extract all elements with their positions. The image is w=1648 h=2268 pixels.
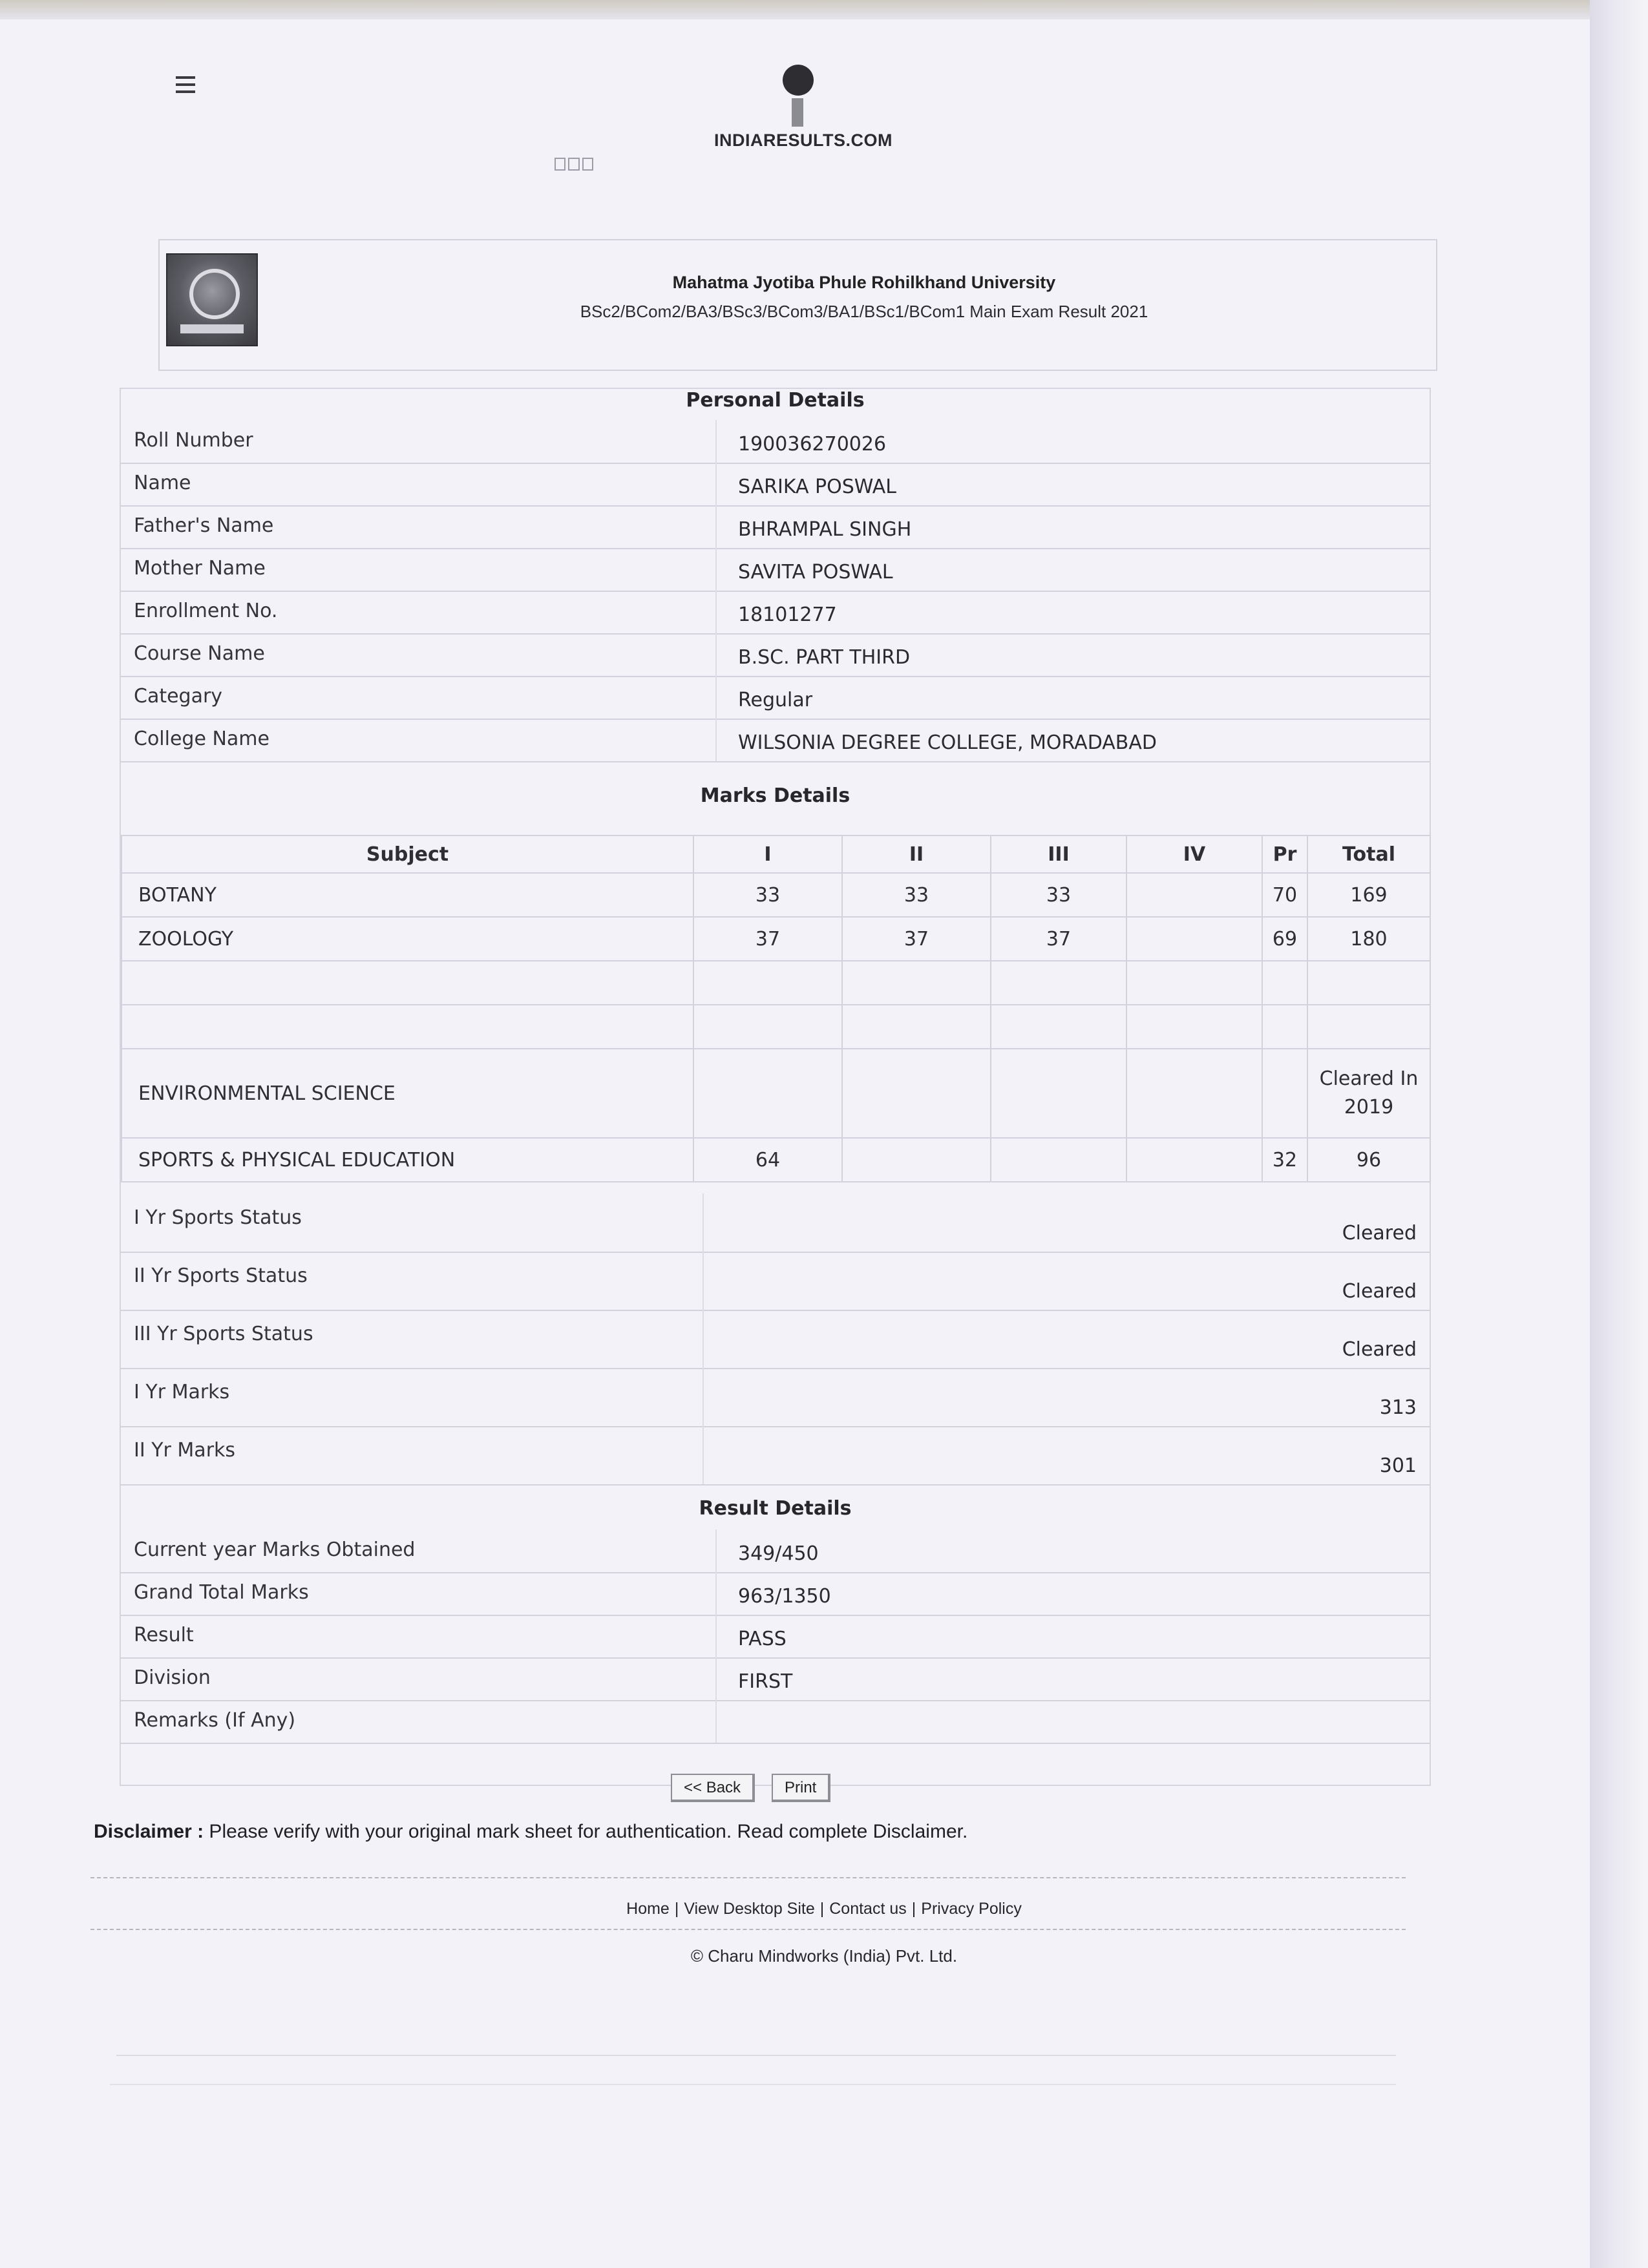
status-row-label: II Yr Sports Status [134, 1265, 308, 1287]
table-row [121, 873, 1430, 917]
disclaimer [94, 1821, 1451, 1843]
university-emblem-icon [166, 253, 258, 346]
result-row-label: Remarks (If Any) [134, 1709, 296, 1732]
subject-cell: BOTANY [121, 873, 693, 917]
result-details-title: Result Details [699, 1497, 852, 1520]
subject-cell [121, 1005, 693, 1049]
mark-cell [842, 1138, 991, 1182]
personal-row-value: SAVITA POSWAL [738, 561, 893, 583]
table-row [121, 1138, 1430, 1182]
column-divider [703, 1368, 704, 1426]
column-divider [715, 591, 717, 633]
personal-row-label: Name [134, 472, 191, 494]
personal-row [121, 633, 1430, 677]
status-row [121, 1252, 1430, 1311]
mark-cell [842, 961, 991, 1005]
mark-cell [991, 961, 1126, 1005]
total-cell [1307, 961, 1430, 1005]
header-total: Total [1307, 835, 1430, 873]
mark-cell: 32 [1262, 1138, 1307, 1182]
mark-cell: 70 [1262, 873, 1307, 917]
status-row-label: II Yr Marks [134, 1439, 236, 1462]
status-row [121, 1426, 1430, 1486]
subject-cell: ZOOLOGY [121, 917, 693, 961]
status-row-value: Cleared [1342, 1280, 1417, 1303]
result-row [121, 1700, 1430, 1744]
print-button[interactable]: Print [772, 1774, 830, 1802]
status-row [121, 1193, 1430, 1253]
divider [90, 1929, 1406, 1930]
personal-row-value: Regular [738, 689, 813, 711]
footer-link-desktop[interactable]: View Desktop Site [684, 1900, 815, 1918]
column-divider [715, 463, 717, 505]
personal-row-label: Course Name [134, 642, 265, 665]
back-button[interactable]: << Back [671, 1774, 755, 1802]
mark-cell [1262, 1005, 1307, 1049]
column-divider [715, 1529, 717, 1572]
result-row-label: Current year Marks Obtained [134, 1538, 416, 1561]
site-logo-text: INDIARESULTS.COM [714, 131, 893, 150]
exam-title: BSc2/BCom2/BA3/BSc3/BCom3/BA1/BSc1/BCom1 Main Exam Result 2021 [580, 302, 1148, 321]
mark-cell [1262, 1049, 1307, 1138]
status-row [121, 1310, 1430, 1369]
personal-row [121, 548, 1430, 592]
personal-row-label: Roll Number [134, 429, 253, 452]
table-row [121, 1049, 1430, 1138]
footer-links [0, 1900, 1648, 1918]
status-row-value: 301 [1379, 1454, 1417, 1477]
column-divider [715, 1572, 717, 1615]
header-iv: IV [1126, 835, 1262, 873]
university-header [158, 239, 1437, 371]
marks-details-title: Marks Details [700, 784, 850, 807]
column-divider [715, 505, 717, 548]
personal-row-value: 18101277 [738, 604, 837, 626]
column-divider [715, 1615, 717, 1657]
personal-row-label: Categary [134, 685, 223, 708]
mark-cell [1126, 1005, 1262, 1049]
result-row-label: Division [134, 1666, 211, 1689]
personal-row-value: BHRAMPAL SINGH [738, 518, 912, 541]
disclaimer-label: Disclaimer : [94, 1821, 204, 1842]
personal-row-value: SARIKA POSWAL [738, 476, 897, 498]
university-name: Mahatma Jyotiba Phule Rohilkhand University [672, 273, 1056, 292]
result-row-label: Grand Total Marks [134, 1581, 309, 1604]
status-row [121, 1368, 1430, 1427]
mark-cell [1126, 961, 1262, 1005]
table-row [121, 917, 1430, 961]
mark-cell: 37 [991, 917, 1126, 961]
copyright: © Charu Mindworks (India) Pvt. Ltd. [690, 1946, 958, 1966]
divider [90, 1877, 1406, 1878]
result-row-value: 963/1350 [738, 1585, 831, 1608]
personal-row-label: Mother Name [134, 557, 266, 580]
mark-cell [842, 1005, 991, 1049]
status-row-value: Cleared [1342, 1338, 1417, 1361]
column-divider [715, 1657, 717, 1700]
result-row [121, 1572, 1430, 1616]
personal-row-label: Father's Name [134, 514, 274, 537]
footer-link-home[interactable]: Home [626, 1900, 670, 1918]
personal-row-label: College Name [134, 728, 269, 750]
result-row [121, 1657, 1430, 1701]
total-cell: 180 [1307, 917, 1430, 961]
header-ii: II [842, 835, 991, 873]
personal-row [121, 420, 1430, 464]
mark-cell: 33 [693, 873, 842, 917]
mark-cell [991, 1049, 1126, 1138]
footer-separator: | [819, 1900, 825, 1918]
result-row [121, 1615, 1430, 1659]
subject-cell [121, 961, 693, 1005]
mark-cell [1126, 1049, 1262, 1138]
mark-cell: 37 [842, 917, 991, 961]
mark-cell [1126, 873, 1262, 917]
column-divider [703, 1252, 704, 1310]
total-cell [1307, 1005, 1430, 1049]
header-subject: Subject [121, 835, 693, 873]
table-row [121, 961, 1430, 1005]
personal-row [121, 463, 1430, 507]
mark-cell: 33 [991, 873, 1126, 917]
scan-top-edge [0, 0, 1648, 19]
result-row-value: FIRST [738, 1670, 793, 1693]
mark-cell [842, 1049, 991, 1138]
footer-separator: | [674, 1900, 679, 1918]
column-divider [715, 1700, 717, 1743]
footer-separator: | [911, 1900, 916, 1918]
mark-cell: 37 [693, 917, 842, 961]
table-row [121, 1005, 1430, 1049]
column-divider [715, 719, 717, 761]
subject-cell: SPORTS & PHYSICAL EDUCATION [121, 1138, 693, 1182]
column-divider [715, 633, 717, 676]
mark-cell [693, 1049, 842, 1138]
total-cell: 169 [1307, 873, 1430, 917]
mark-cell [693, 961, 842, 1005]
mark-cell [1126, 917, 1262, 961]
marks-header-row [121, 835, 1430, 873]
status-row-value: Cleared [1342, 1222, 1417, 1244]
personal-row-value: 190036270026 [738, 433, 887, 456]
personal-row-label: Enrollment No. [134, 600, 278, 622]
status-row-value: 313 [1379, 1396, 1417, 1419]
site-logo-icon [780, 65, 816, 129]
marks-table [121, 835, 1431, 1182]
column-divider [703, 1310, 704, 1368]
total-cell: Cleared In 2019 [1307, 1049, 1430, 1138]
status-row-label: I Yr Sports Status [134, 1206, 302, 1229]
personal-row [121, 505, 1430, 549]
column-divider [715, 420, 717, 463]
mark-cell [991, 1138, 1126, 1182]
site-logo[interactable] [714, 65, 893, 151]
personal-details-title: Personal Details [686, 389, 865, 412]
header-i: I [693, 835, 842, 873]
column-divider [703, 1193, 704, 1252]
total-cell: 96 [1307, 1138, 1430, 1182]
personal-row [121, 676, 1430, 720]
hamburger-menu-icon[interactable] [176, 76, 195, 93]
personal-row [121, 719, 1430, 762]
divider [116, 2055, 1396, 2056]
header-pr: Pr [1262, 835, 1307, 873]
result-row-value: PASS [738, 1628, 787, 1650]
status-row-label: I Yr Marks [134, 1381, 230, 1403]
subject-cell: ENVIRONMENTAL SCIENCE [121, 1049, 693, 1138]
footer-link-privacy[interactable]: Privacy Policy [921, 1900, 1022, 1918]
mark-cell [1262, 961, 1307, 1005]
header-iii: III [991, 835, 1126, 873]
result-row-label: Result [134, 1624, 194, 1646]
personal-row-value: WILSONIA DEGREE COLLEGE, MORADABAD [738, 731, 1157, 754]
scan-right-edge [1590, 0, 1648, 2268]
disclaimer-text[interactable]: Please verify with your original mark sheet for authentication. Read complete Disclaimer. [204, 1821, 968, 1842]
mark-cell [693, 1005, 842, 1049]
result-row-value: 349/450 [738, 1542, 819, 1565]
column-divider [715, 548, 717, 591]
column-divider [703, 1426, 704, 1484]
mark-cell: 69 [1262, 917, 1307, 961]
mark-cell: 64 [693, 1138, 842, 1182]
mark-cell [991, 1005, 1126, 1049]
mark-cell [1126, 1138, 1262, 1182]
personal-row [121, 591, 1430, 635]
result-card [120, 388, 1431, 1786]
personal-row-value: B.SC. PART THIRD [738, 646, 911, 669]
status-row-label: III Yr Sports Status [134, 1323, 313, 1345]
column-divider [715, 676, 717, 719]
divider [110, 2084, 1396, 2085]
broken-image-icon [555, 158, 593, 171]
result-row [121, 1529, 1430, 1573]
footer-link-contact[interactable]: Contact us [829, 1900, 907, 1918]
mark-cell: 33 [842, 873, 991, 917]
